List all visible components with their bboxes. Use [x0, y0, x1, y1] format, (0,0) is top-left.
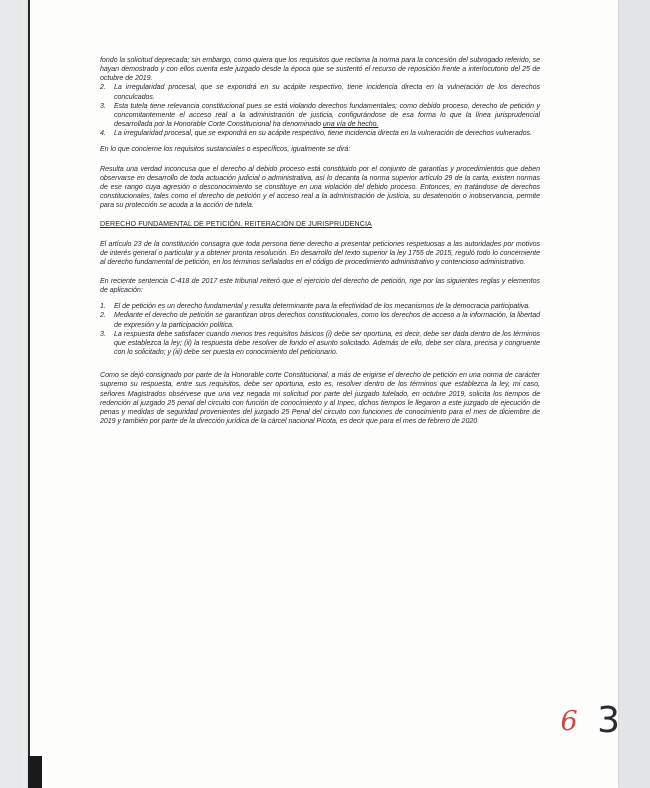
right-margin-bar: [618, 0, 650, 788]
paragraph-debido-proceso: Resulta una verdad inconcusa que el derecho al debido proceso está constituido por el conjunto de garantías y procedimientos que deben observarse en desarrollo de toda actuación judicial o administrativa, así lo decanta la norma superior artículo 29 de la carta, existen normas de ese rango cuya agresión o desconocimiento se constituye en una violación del debido proceso. Entonces, en tratándose de derechos constitucionales, tales como el derecho de petición y el acceso real a la administración de justicia, su desatención o inobservancia, permite para su protección se acuda a la acción de tutela.: [100, 164, 540, 210]
page-left-edge: [28, 0, 30, 788]
paragraph-sustanciales: En lo que concierne los requisitos sustanciales o específicos, igualmente se dirá:: [100, 145, 351, 154]
paragraph-sentencia: En reciente sentencia C-418 de 2017 este tribunal reiteró que el ejercicio del derecho de petición, rige por las siguientes reglas y elementos de aplicación:: [100, 276, 540, 295]
paragraph-articulo-23: El artículo 23 de la constitución consagra que toda persona tiene derecho a presentar peticiones respetuosas a las autoridades por motivos de interés general o particular y a obtener pronta resolución. En desarrollo del texto superior la ley 1755 de 2015, reguló todo lo concerniente al derecho fundamental de petición, en los términos señalados en el código de procedimiento administrativo y contencioso administrativo.: [100, 239, 540, 266]
list-item-text: El de petición es un derecho fundamental y resulta determinante para la efectividad de los mecanismos de la democracia participativa.: [114, 302, 531, 311]
section-heading: DERECHO FUNDAMENTAL DE PETICIÓN. REITERACIÓN DE JURISPRUDENCIA: [100, 220, 372, 229]
list-item: [100, 302, 540, 311]
list-item-text: Mediante el derecho de petición se garantizan otros derechos constitucionales, como los derechos de acceso a la información, la libertad de expresión y la participación política.: [114, 311, 540, 329]
list-item-number: 3.: [100, 329, 106, 338]
numbered-list-reglas: [100, 302, 540, 357]
numbered-list-requisitos: [100, 83, 540, 138]
list-item: [100, 129, 540, 138]
list-item-number: 2.: [100, 83, 106, 92]
left-margin-bar: [0, 0, 22, 788]
paragraph-final: Como se dejó consignado por parte de la Honorable corte Constitucional, a más de erigirse el derecho de petición en una norma de carácter supremo su respuesta, entre sus requisitos, debe ser oportuna, esto es, resolver dentro de los términos que establezca la ley, mi caso, señores Magistrados obsérvese que una vez negada mi solicitud por parte del juzgado tutelado, en octubre 2019, solicita los tiempos de redención al juzgado 25 penal del circuito con función de conocimiento y al Inpec, dichos tiempos le llegaron a este juzgado de ejecución de penas y medidas de seguridad provenientes del juzgado 25 Penal del circuito con funciones de conocimiento para el mes de diciembre de 2019 y también por parte de la dirección jurídica de la cárcel nacional Picota, es decir que para el mes de febrero de 2020: [100, 371, 540, 425]
paragraph-intro: fondo la solicitud deprecada; sin embargo, como quiera que los requisitos que reclama la norma para la concesión del subrogado referido, se hayan demostrado y con ellos cuenta este juzgado desde la época que se sustentó el recurso de reposición frente a interlocutorio del 25 de octubre de 2019.: [100, 56, 540, 83]
list-item-number: 2.: [100, 311, 106, 320]
list-item-text: Esta tutela tiene relevancia constitucional pues se está violando derechos fundamentales; como debido proceso, derecho de petición y concomitantemente el acceso real a la administración de justicia, configurándose de esa forma lo que la línea jurisprudencial desarrollada por la Honorable Corte Constitucional ha denominado: [114, 101, 540, 129]
list-item: [100, 311, 540, 329]
list-item-number: 1.: [100, 302, 106, 311]
page-number-value: 3: [597, 700, 624, 741]
document-body: [100, 56, 540, 426]
list-item-number: 3.: [100, 101, 106, 110]
list-item-text-wrap: [114, 102, 540, 129]
underlined-phrase: una vía de hecho.: [322, 120, 379, 129]
page-number: [560, 700, 624, 741]
list-item: [100, 330, 540, 357]
list-item-text: La irregularidad procesal, que se expondrá en su acápite respectivo, tiene incidencia directa en la vulneración de los derechos conculcados.: [114, 83, 540, 101]
list-item: [100, 83, 540, 101]
list-item-number: 4.: [100, 129, 106, 138]
list-item: [100, 102, 540, 129]
list-item-text: La irregularidad procesal, que se expondrá en su acápite respectivo, tiene incidencia directa en la vulneración de derechos vulnerados.: [114, 129, 532, 138]
page-left-edge-shadow: [28, 756, 42, 788]
handwritten-page-mark: 6: [560, 706, 582, 737]
list-item-text: La respuesta debe satisfacer cuando menos tres requisitos básicos (i) debe ser oportuna, es decir, debe ser dada dentro de los términos que establezca la ley; (ii) la respuesta debe resolver de fondo el asunto solicitado. Además de ello, debe ser clara, precisa y congruente con lo solicitado; y (iii) debe ser puesta en conocimiento del peticionario.: [114, 329, 540, 357]
